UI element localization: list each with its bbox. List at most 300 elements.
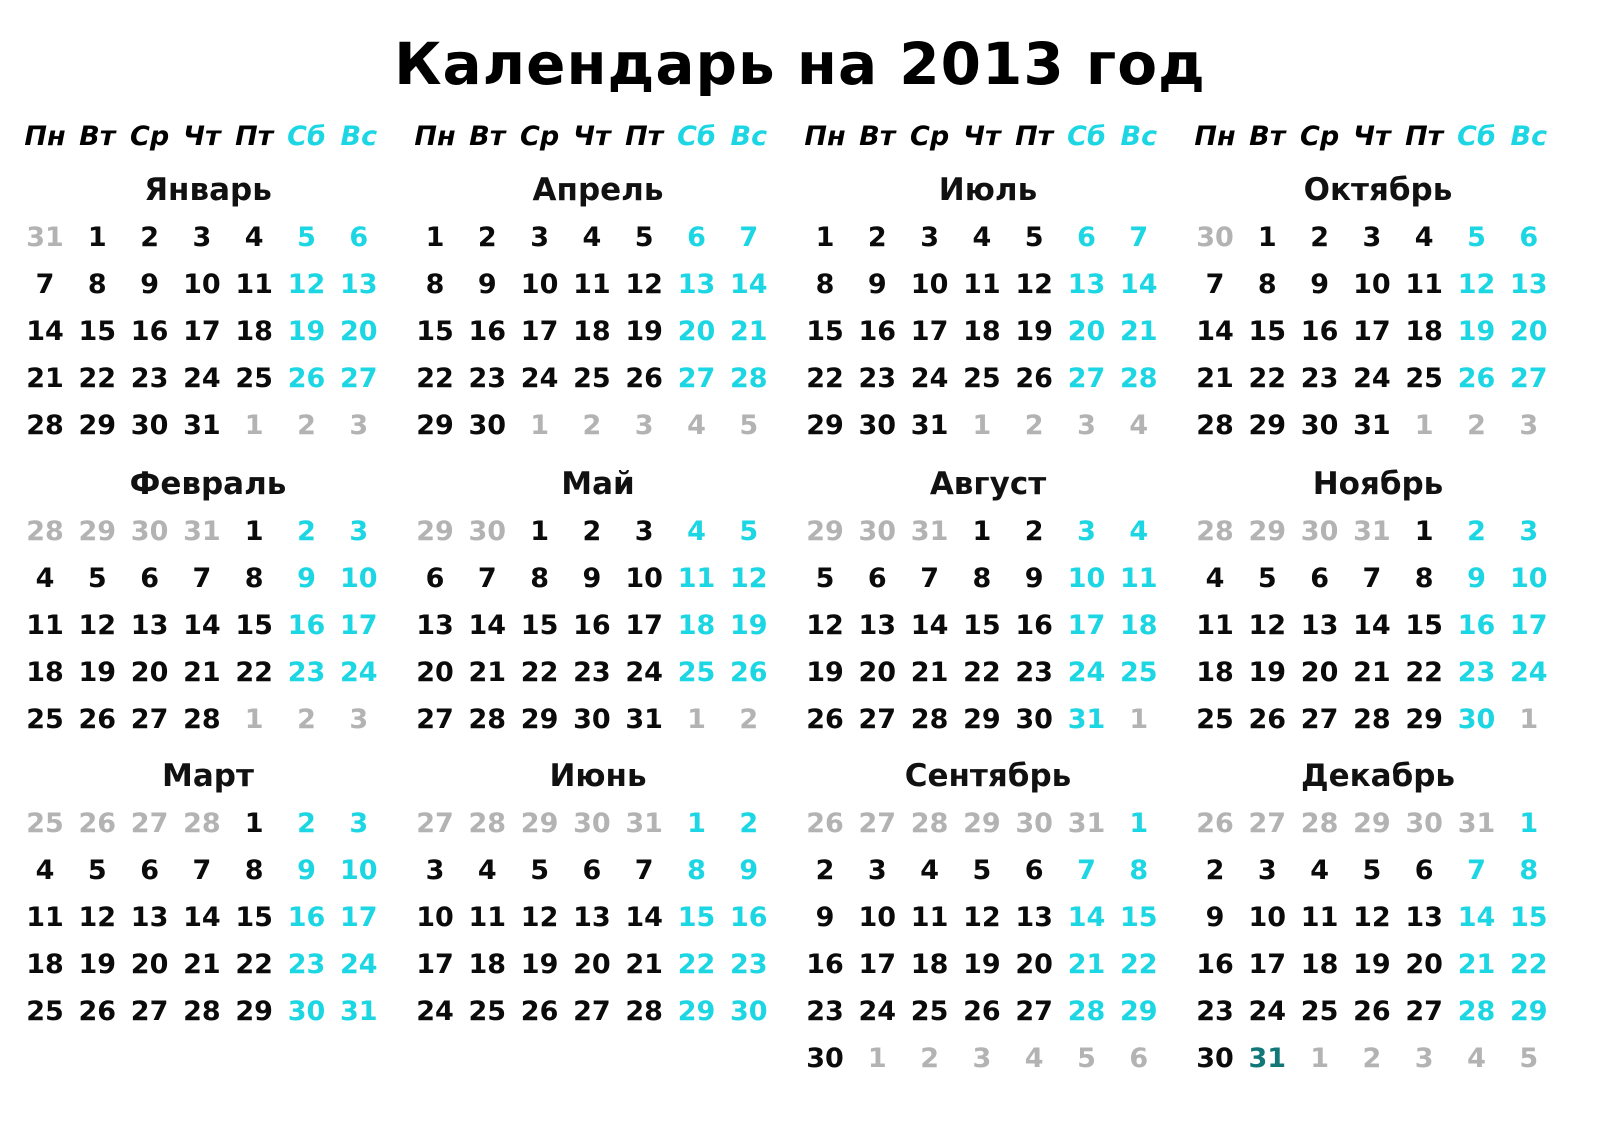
day-cell: 22 xyxy=(1248,363,1287,394)
week-row xyxy=(18,649,398,697)
day-cell: 25 xyxy=(573,363,611,394)
week-row xyxy=(798,214,1178,262)
day-cell: 2 xyxy=(920,1043,939,1074)
day-cell: 25 xyxy=(468,996,507,1027)
day-cell: 3 xyxy=(1257,855,1277,886)
weekday-label: Вс xyxy=(1510,121,1548,152)
day-cell: 29 xyxy=(78,516,117,547)
day-cell: 20 xyxy=(1067,316,1106,347)
day-cell: 3 xyxy=(972,1043,992,1074)
day-cell: 6 xyxy=(1414,855,1434,886)
day-cell: 24 xyxy=(1353,363,1391,394)
day-cell: 15 xyxy=(416,316,454,347)
week-row xyxy=(798,988,1178,1036)
week-row xyxy=(1188,988,1568,1036)
calendar-column xyxy=(408,0,788,1130)
page-title: Календарь на 2013 год xyxy=(394,30,1206,98)
day-cell: 16 xyxy=(1015,610,1053,641)
day-cell: 17 xyxy=(1353,316,1391,347)
day-cell: 5 xyxy=(1257,563,1277,594)
day-cell: 7 xyxy=(1467,855,1486,886)
weekday-header xyxy=(18,117,398,157)
day-cell: 18 xyxy=(1405,316,1443,347)
day-cell: 5 xyxy=(1024,222,1044,253)
week-row xyxy=(798,402,1178,450)
day-cell: 2 xyxy=(582,516,602,547)
day-cell: 2 xyxy=(297,808,316,839)
week-row xyxy=(408,941,788,989)
day-cell: 20 xyxy=(1510,316,1548,347)
day-cell: 28 xyxy=(910,808,949,839)
week-row xyxy=(798,508,1178,556)
day-cell: 20 xyxy=(1405,949,1443,980)
day-cell: 1 xyxy=(1414,410,1434,441)
day-cell: 22 xyxy=(78,363,117,394)
day-cell: 13 xyxy=(1510,269,1548,300)
day-cell: 21 xyxy=(183,949,221,980)
day-cell: 14 xyxy=(1196,316,1234,347)
weekday-label: Сб xyxy=(1067,121,1106,152)
day-cell: 1 xyxy=(244,808,264,839)
weekday-label: Сб xyxy=(677,121,716,152)
day-cell: 27 xyxy=(130,704,169,735)
day-cell: 4 xyxy=(35,563,55,594)
weekday-label: Вс xyxy=(340,121,378,152)
day-cell: 16 xyxy=(130,316,169,347)
week-row xyxy=(408,261,788,309)
day-cell: 4 xyxy=(477,855,497,886)
day-cell: 30 xyxy=(573,704,611,735)
day-cell: 30 xyxy=(468,516,507,547)
day-cell: 21 xyxy=(1353,657,1391,688)
weekday-label: Чт xyxy=(183,121,221,152)
day-cell: 9 xyxy=(297,563,316,594)
day-cell: 24 xyxy=(858,996,897,1027)
day-cell: 3 xyxy=(920,222,939,253)
day-cell: 29 xyxy=(78,410,117,441)
day-cell: 30 xyxy=(1300,410,1339,441)
day-cell: 11 xyxy=(26,610,64,641)
day-cell: 1 xyxy=(972,516,992,547)
day-cell: 27 xyxy=(677,363,716,394)
day-cell: 1 xyxy=(867,1043,887,1074)
day-cell: 17 xyxy=(910,316,949,347)
weekday-label: Пн xyxy=(1194,121,1236,152)
day-cell: 6 xyxy=(425,563,445,594)
day-cell: 23 xyxy=(1196,996,1234,1027)
day-cell: 24 xyxy=(340,657,378,688)
day-cell: 7 xyxy=(920,563,939,594)
day-cell: 22 xyxy=(1120,949,1158,980)
day-cell: 3 xyxy=(1519,410,1539,441)
day-cell: 4 xyxy=(1467,1043,1486,1074)
day-cell: 12 xyxy=(1457,269,1496,300)
week-row xyxy=(408,894,788,942)
month-name: Апрель xyxy=(532,172,664,208)
day-cell: 5 xyxy=(1362,855,1382,886)
day-cell: 28 xyxy=(1196,516,1234,547)
day-cell: 24 xyxy=(1067,657,1106,688)
day-cell: 8 xyxy=(972,563,992,594)
week-row xyxy=(408,355,788,403)
day-cell: 26 xyxy=(78,704,117,735)
day-cell: 26 xyxy=(1353,996,1391,1027)
month-name: Январь xyxy=(144,172,272,208)
weekday-label: Чт xyxy=(573,121,611,152)
day-cell: 17 xyxy=(858,949,897,980)
day-cell: 22 xyxy=(235,949,273,980)
day-cell: 1 xyxy=(687,704,706,735)
day-cell: 31 xyxy=(183,410,221,441)
day-cell: 4 xyxy=(920,855,939,886)
day-cell: 8 xyxy=(244,855,264,886)
weekday-label: Сб xyxy=(287,121,326,152)
week-row xyxy=(18,894,398,942)
weekday-label: Пт xyxy=(235,121,274,152)
day-cell: 23 xyxy=(858,363,897,394)
day-cell: 2 xyxy=(1467,516,1486,547)
day-cell: 12 xyxy=(625,269,663,300)
day-cell: 26 xyxy=(78,808,117,839)
day-cell: 30 xyxy=(468,410,507,441)
day-cell: 13 xyxy=(1405,902,1443,933)
week-row xyxy=(798,941,1178,989)
day-cell: 5 xyxy=(87,855,107,886)
day-cell: 31 xyxy=(1067,704,1106,735)
day-cell: 22 xyxy=(520,657,559,688)
day-cell: 25 xyxy=(1300,996,1339,1027)
month-name: Ноябрь xyxy=(1312,466,1444,502)
day-cell: 31 xyxy=(910,516,949,547)
day-cell: 23 xyxy=(806,996,844,1027)
day-cell: 22 xyxy=(963,657,1001,688)
day-cell: 19 xyxy=(963,949,1001,980)
day-cell: 27 xyxy=(416,704,454,735)
day-cell: 4 xyxy=(1310,855,1329,886)
day-cell: 29 xyxy=(520,704,559,735)
weekday-header xyxy=(798,117,1178,157)
week-row xyxy=(18,355,398,403)
day-cell: 31 xyxy=(1067,808,1106,839)
week-row xyxy=(798,261,1178,309)
day-cell: 17 xyxy=(416,949,454,980)
day-cell: 16 xyxy=(1196,949,1234,980)
day-cell: 22 xyxy=(677,949,716,980)
day-cell: 28 xyxy=(183,704,221,735)
day-cell: 13 xyxy=(858,610,897,641)
day-cell: 9 xyxy=(477,269,497,300)
day-cell: 8 xyxy=(1519,855,1539,886)
day-cell: 18 xyxy=(910,949,949,980)
day-cell: 2 xyxy=(1362,1043,1382,1074)
day-cell: 29 xyxy=(1248,410,1287,441)
day-cell: 18 xyxy=(1196,657,1234,688)
day-cell: 20 xyxy=(130,949,169,980)
day-cell: 16 xyxy=(573,610,611,641)
day-cell: 20 xyxy=(1300,657,1339,688)
day-cell: 3 xyxy=(192,222,212,253)
day-cell: 10 xyxy=(858,902,897,933)
calendar-column xyxy=(18,0,398,1130)
day-cell: 2 xyxy=(867,222,887,253)
day-cell: 2 xyxy=(1467,410,1486,441)
day-cell: 11 xyxy=(1405,269,1443,300)
day-cell: 14 xyxy=(1067,902,1106,933)
day-cell: 30 xyxy=(806,1043,844,1074)
day-cell: 28 xyxy=(1196,410,1234,441)
day-cell: 30 xyxy=(287,996,326,1027)
day-cell: 9 xyxy=(739,855,759,886)
day-cell: 23 xyxy=(573,657,611,688)
day-cell: 28 xyxy=(1067,996,1106,1027)
week-row xyxy=(798,696,1178,744)
day-cell: 10 xyxy=(1248,902,1287,933)
day-cell: 5 xyxy=(739,516,759,547)
week-row xyxy=(18,261,398,309)
day-cell: 16 xyxy=(287,902,326,933)
day-cell: 14 xyxy=(1120,269,1158,300)
day-cell: 7 xyxy=(35,269,55,300)
day-cell: 11 xyxy=(963,269,1001,300)
day-cell: 25 xyxy=(26,996,64,1027)
week-row xyxy=(18,402,398,450)
day-cell: 15 xyxy=(1405,610,1443,641)
day-cell: 7 xyxy=(1205,269,1225,300)
day-cell: 25 xyxy=(26,808,64,839)
day-cell: 27 xyxy=(1248,808,1287,839)
day-cell: 24 xyxy=(1510,657,1548,688)
day-cell: 1 xyxy=(1519,808,1539,839)
day-cell: 31 xyxy=(1353,410,1391,441)
day-cell: 19 xyxy=(1353,949,1391,980)
day-cell: 9 xyxy=(1467,563,1486,594)
day-cell: 27 xyxy=(130,996,169,1027)
day-cell: 6 xyxy=(582,855,602,886)
day-cell: 12 xyxy=(287,269,326,300)
day-cell: 25 xyxy=(910,996,949,1027)
day-cell: 28 xyxy=(183,996,221,1027)
day-cell: 20 xyxy=(573,949,611,980)
day-cell: 26 xyxy=(806,704,844,735)
day-cell: 29 xyxy=(806,516,844,547)
day-cell: 5 xyxy=(1519,1043,1539,1074)
day-cell: 3 xyxy=(530,222,549,253)
weekday-label: Пт xyxy=(1405,121,1444,152)
month-name: Февраль xyxy=(129,466,287,502)
day-cell: 25 xyxy=(1196,704,1234,735)
day-cell: 5 xyxy=(972,855,992,886)
week-row xyxy=(1188,941,1568,989)
day-cell: 21 xyxy=(625,949,663,980)
day-cell: 9 xyxy=(582,563,602,594)
day-cell: 1 xyxy=(972,410,992,441)
day-cell: 27 xyxy=(416,808,454,839)
day-cell: 28 xyxy=(730,363,768,394)
week-row xyxy=(1188,555,1568,603)
day-cell: 16 xyxy=(468,316,507,347)
week-row xyxy=(798,847,1178,895)
day-cell: 18 xyxy=(26,657,64,688)
day-cell: 14 xyxy=(468,610,507,641)
day-cell: 27 xyxy=(573,996,611,1027)
day-cell: 22 xyxy=(235,657,273,688)
day-cell: 28 xyxy=(1457,996,1496,1027)
day-cell: 29 xyxy=(416,410,454,441)
day-cell: 29 xyxy=(963,704,1001,735)
day-cell: 25 xyxy=(963,363,1001,394)
day-cell: 2 xyxy=(815,855,835,886)
day-cell: 15 xyxy=(235,902,273,933)
day-cell: 4 xyxy=(687,516,706,547)
day-cell: 11 xyxy=(573,269,611,300)
day-cell: 29 xyxy=(235,996,273,1027)
day-cell: 26 xyxy=(1015,363,1053,394)
day-cell: 8 xyxy=(1257,269,1277,300)
weekday-label: Ср xyxy=(910,121,950,152)
week-row xyxy=(798,1035,1178,1083)
weekday-label: Пн xyxy=(24,121,66,152)
day-cell: 3 xyxy=(1414,1043,1434,1074)
day-cell: 27 xyxy=(858,704,897,735)
week-row xyxy=(798,602,1178,650)
week-row xyxy=(408,602,788,650)
day-cell: 12 xyxy=(963,902,1001,933)
day-cell: 27 xyxy=(340,363,378,394)
day-cell: 19 xyxy=(1015,316,1053,347)
day-cell: 31 xyxy=(910,410,949,441)
day-cell: 18 xyxy=(963,316,1001,347)
day-cell: 4 xyxy=(1414,222,1434,253)
day-cell: 9 xyxy=(867,269,887,300)
week-row xyxy=(408,214,788,262)
week-row xyxy=(408,402,788,450)
day-cell: 29 xyxy=(416,516,454,547)
day-cell: 12 xyxy=(1248,610,1287,641)
day-cell: 9 xyxy=(1024,563,1044,594)
day-cell: 14 xyxy=(1457,902,1496,933)
day-cell: 19 xyxy=(78,657,117,688)
day-cell: 29 xyxy=(677,996,716,1027)
day-cell: 25 xyxy=(235,363,273,394)
month-name: Июль xyxy=(938,172,1038,208)
day-cell: 19 xyxy=(1248,657,1287,688)
day-cell: 31 xyxy=(183,516,221,547)
day-cell: 17 xyxy=(1067,610,1106,641)
day-cell: 26 xyxy=(1196,808,1234,839)
day-cell: 29 xyxy=(806,410,844,441)
day-cell: 5 xyxy=(1467,222,1486,253)
day-cell: 31 xyxy=(340,996,378,1027)
day-cell: 3 xyxy=(349,410,369,441)
day-cell: 14 xyxy=(730,269,768,300)
day-cell: 15 xyxy=(235,610,273,641)
day-cell: 27 xyxy=(130,808,169,839)
day-cell: 15 xyxy=(1120,902,1158,933)
day-cell: 10 xyxy=(625,563,663,594)
day-cell: 15 xyxy=(1510,902,1548,933)
day-cell: 13 xyxy=(130,902,169,933)
day-cell: 4 xyxy=(244,222,264,253)
day-cell: 2 xyxy=(297,516,316,547)
day-cell: 6 xyxy=(140,855,159,886)
day-cell: 15 xyxy=(520,610,559,641)
day-cell: 5 xyxy=(297,222,316,253)
day-cell: 26 xyxy=(806,808,844,839)
week-row xyxy=(1188,800,1568,848)
day-cell: 6 xyxy=(1129,1043,1149,1074)
day-cell: 16 xyxy=(858,316,897,347)
day-cell: 6 xyxy=(349,222,369,253)
day-cell: 24 xyxy=(416,996,454,1027)
weekday-label: Чт xyxy=(1353,121,1391,152)
day-cell: 26 xyxy=(287,363,326,394)
weekday-header xyxy=(408,117,788,157)
weekday-label: Вс xyxy=(1120,121,1158,152)
day-cell: 8 xyxy=(1129,855,1149,886)
day-cell: 9 xyxy=(815,902,835,933)
day-cell: 10 xyxy=(1353,269,1391,300)
day-cell: 23 xyxy=(730,949,768,980)
day-cell: 26 xyxy=(625,363,663,394)
day-cell: 28 xyxy=(26,410,64,441)
day-cell: 18 xyxy=(235,316,273,347)
day-cell: 25 xyxy=(1120,657,1158,688)
day-cell: 9 xyxy=(1205,902,1225,933)
weekday-label: Пт xyxy=(625,121,664,152)
day-cell: 4 xyxy=(1129,410,1149,441)
day-cell: 8 xyxy=(815,269,835,300)
day-cell: 23 xyxy=(287,949,326,980)
month-name: Сентябрь xyxy=(904,758,1072,794)
day-cell: 20 xyxy=(858,657,897,688)
day-cell: 19 xyxy=(730,610,768,641)
day-cell: 14 xyxy=(625,902,663,933)
day-cell: 26 xyxy=(1248,704,1287,735)
day-cell: 12 xyxy=(1015,269,1053,300)
week-row xyxy=(408,555,788,603)
day-cell: 8 xyxy=(87,269,107,300)
week-row xyxy=(1188,602,1568,650)
month-name: Май xyxy=(561,466,635,502)
day-cell: 24 xyxy=(625,657,663,688)
week-row xyxy=(1188,402,1568,450)
day-cell: 5 xyxy=(739,410,759,441)
day-cell: 3 xyxy=(349,516,369,547)
day-cell: 12 xyxy=(520,902,559,933)
day-cell: 13 xyxy=(677,269,716,300)
day-cell: 13 xyxy=(130,610,169,641)
day-cell: 31 xyxy=(1248,1043,1287,1074)
week-row xyxy=(798,308,1178,356)
month-name: Декабрь xyxy=(1300,758,1456,794)
week-row xyxy=(1188,508,1568,556)
day-cell: 30 xyxy=(730,996,768,1027)
day-cell: 11 xyxy=(1120,563,1158,594)
day-cell: 17 xyxy=(1248,949,1287,980)
day-cell: 3 xyxy=(1077,410,1096,441)
day-cell: 11 xyxy=(26,902,64,933)
day-cell: 30 xyxy=(1196,222,1234,253)
day-cell: 7 xyxy=(477,563,497,594)
day-cell: 11 xyxy=(235,269,273,300)
weekday-label: Вс xyxy=(730,121,768,152)
day-cell: 10 xyxy=(1510,563,1548,594)
day-cell: 28 xyxy=(468,704,507,735)
day-cell: 16 xyxy=(806,949,844,980)
day-cell: 10 xyxy=(183,269,221,300)
day-cell: 26 xyxy=(1457,363,1496,394)
day-cell: 24 xyxy=(520,363,559,394)
